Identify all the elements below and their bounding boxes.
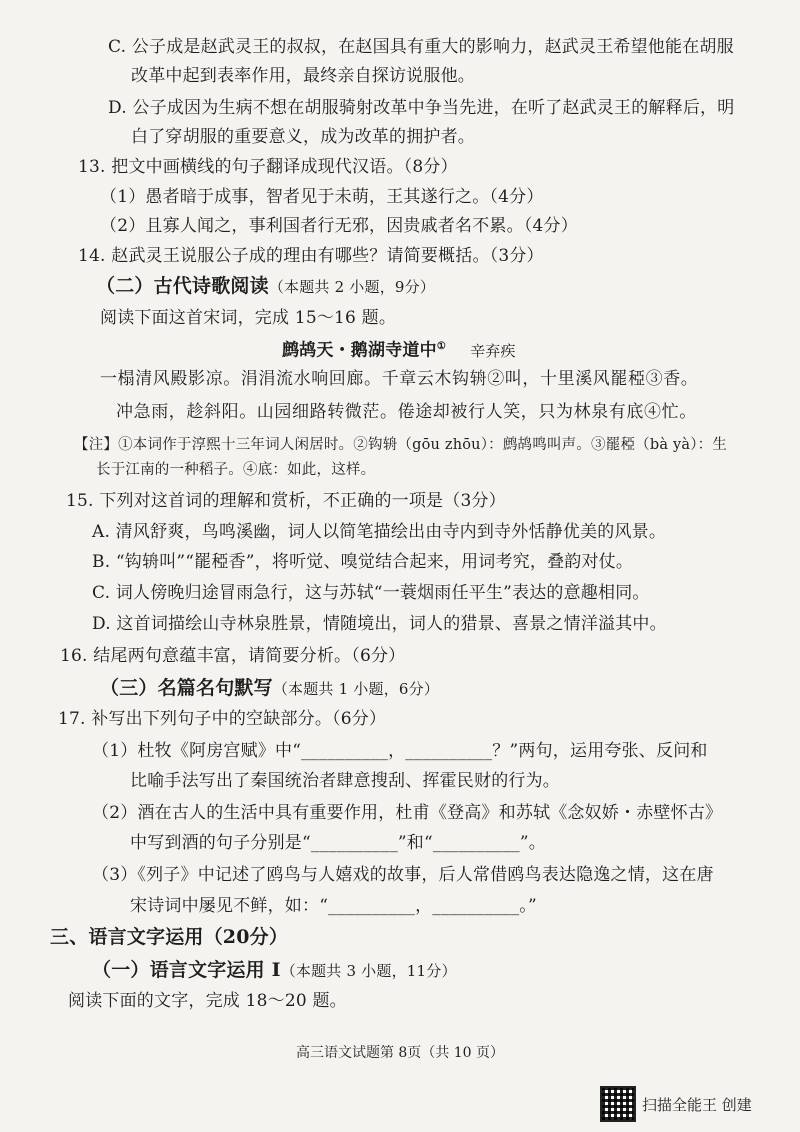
qr-code-icon bbox=[600, 1086, 636, 1122]
poem-line-1: 一榻清风殿影凉。涓涓流水响回廊。千章云木钩辀②叫，十里溪风罷稏③香。 bbox=[100, 369, 699, 389]
text-line: （3）《列子》中记述了鸥鸟与人嬉戏的故事，后人常借鸥鸟表达隐逸之情，这在唐 bbox=[92, 865, 714, 885]
text-line: 16. 结尾两句意蕴丰富，请简要分析。（6分） bbox=[60, 646, 406, 666]
text-line: 17. 补写出下列句子中的空缺部分。（6分） bbox=[58, 709, 387, 729]
text-line: （1）杜牧《阿房宫赋》中“__________，__________？”两句，运用夸张、反问和 bbox=[92, 741, 708, 761]
text-line: （2）且寡人闻之，事利国者行无邪，因贵戚者名不累。（4分） bbox=[100, 216, 578, 236]
scanner-badge-text: 扫描全能王 创建 bbox=[642, 1095, 752, 1114]
poem-line-2: 冲急雨，趁斜阳。山园细路转微茫。倦途却被行人笑，只为林泉有底④忙。 bbox=[116, 402, 697, 422]
text-line: D. 这首词描绘山寺林泉胜景，情随境出，词人的猎景、喜景之情洋溢其中。 bbox=[92, 614, 667, 634]
poem-author: 辛弃疾 bbox=[470, 341, 516, 360]
section-heading bbox=[100, 677, 439, 700]
text-line: 改革中起到表率作用，最终亲自探访说服他。 bbox=[131, 66, 475, 86]
section-heading-title: （二）古代诗歌阅读 bbox=[96, 275, 269, 297]
section-heading-subtitle: （本题共 1 小题，6分） bbox=[272, 680, 440, 698]
scanner-badge bbox=[600, 1086, 752, 1122]
section-heading-title: （三）名篇名句默写 bbox=[100, 677, 273, 699]
text-line: （1）愚者暗于成事，智者见于未萌，王其遂行之。（4分） bbox=[100, 187, 544, 207]
text-line: D. 公子成因为生病不想在胡服骑射改革中争当先进，在听了赵武灵王的解释后，明 bbox=[108, 98, 735, 118]
poem-title-note: ① bbox=[436, 341, 446, 352]
section-heading-title: 三、语言文字运用（20分） bbox=[50, 926, 289, 948]
text-line: 15. 下列对这首词的理解和赏析，不正确的一项是（3分） bbox=[66, 491, 506, 511]
text-line: 阅读下面这首宋词，完成 15～16 题。 bbox=[100, 308, 397, 328]
text-line: 13. 把文中画横线的句子翻译成现代汉语。（8分） bbox=[78, 157, 458, 177]
text-line: 比喻手法写出了秦国统治者肆意搜刮、挥霍民财的行为。 bbox=[130, 771, 560, 791]
text-line: 中写到酒的句子分别是“__________”和“__________”。 bbox=[130, 833, 546, 853]
text-line: 阅读下面的文字，完成 18～20 题。 bbox=[68, 991, 347, 1011]
section-heading bbox=[50, 926, 288, 949]
text-line: C. 词人傍晚归途冒雨急行，这与苏轼“一蓑烟雨任平生”表达的意趣相同。 bbox=[92, 583, 650, 603]
poem-title-line bbox=[282, 336, 516, 362]
text-line: （2）酒在古人的生活中具有重要作用，杜甫《登高》和苏轼《念奴娇・赤壁怀古》 bbox=[92, 803, 723, 823]
section-heading-subtitle: （本题共 2 小题，9分） bbox=[268, 278, 436, 296]
text-line: 白了穿胡服的重要意义，成为改革的拥护者。 bbox=[131, 127, 475, 147]
text-line: 宋诗词中屡见不鲜，如：“__________，__________。” bbox=[130, 896, 537, 916]
section-heading-title: （一）语言文字运用 I bbox=[92, 959, 281, 981]
poem-title: 鹧鸪天・鹅湖寺道中 bbox=[282, 340, 437, 361]
text-line: C. 公子成是赵武灵王的叔叔，在赵国具有重大的影响力，赵武灵王希望他能在胡服 bbox=[108, 37, 734, 57]
section-heading bbox=[96, 275, 435, 298]
text-line: 14. 赵武灵王说服公子成的理由有哪些？请简要概括。（3分） bbox=[78, 246, 544, 266]
text-line: B. “钩辀叫”“罷稏香”，将听觉、嗅觉结合起来，用词考究，叠韵对仗。 bbox=[92, 552, 634, 572]
text-line: A. 清风舒爽，鸟鸣溪幽，词人以简笔描绘出由寺内到寺外恬静优美的风景。 bbox=[92, 522, 667, 542]
section-heading bbox=[92, 959, 457, 982]
page-footer: 高三语文试题第 8页（共 10 页） bbox=[295, 1045, 505, 1061]
note-line-2: 长于江南的一种稻子。④底：如此，这样。 bbox=[96, 462, 376, 478]
note-line-1: 【注】①本词作于淳熙十三年词人闲居时。②钩辀（gōu zhōu）：鹧鸪鸣叫声。③罷稏（bà yà）：生 bbox=[74, 437, 728, 453]
section-heading-subtitle: （本题共 3 小题，11分） bbox=[280, 962, 457, 980]
